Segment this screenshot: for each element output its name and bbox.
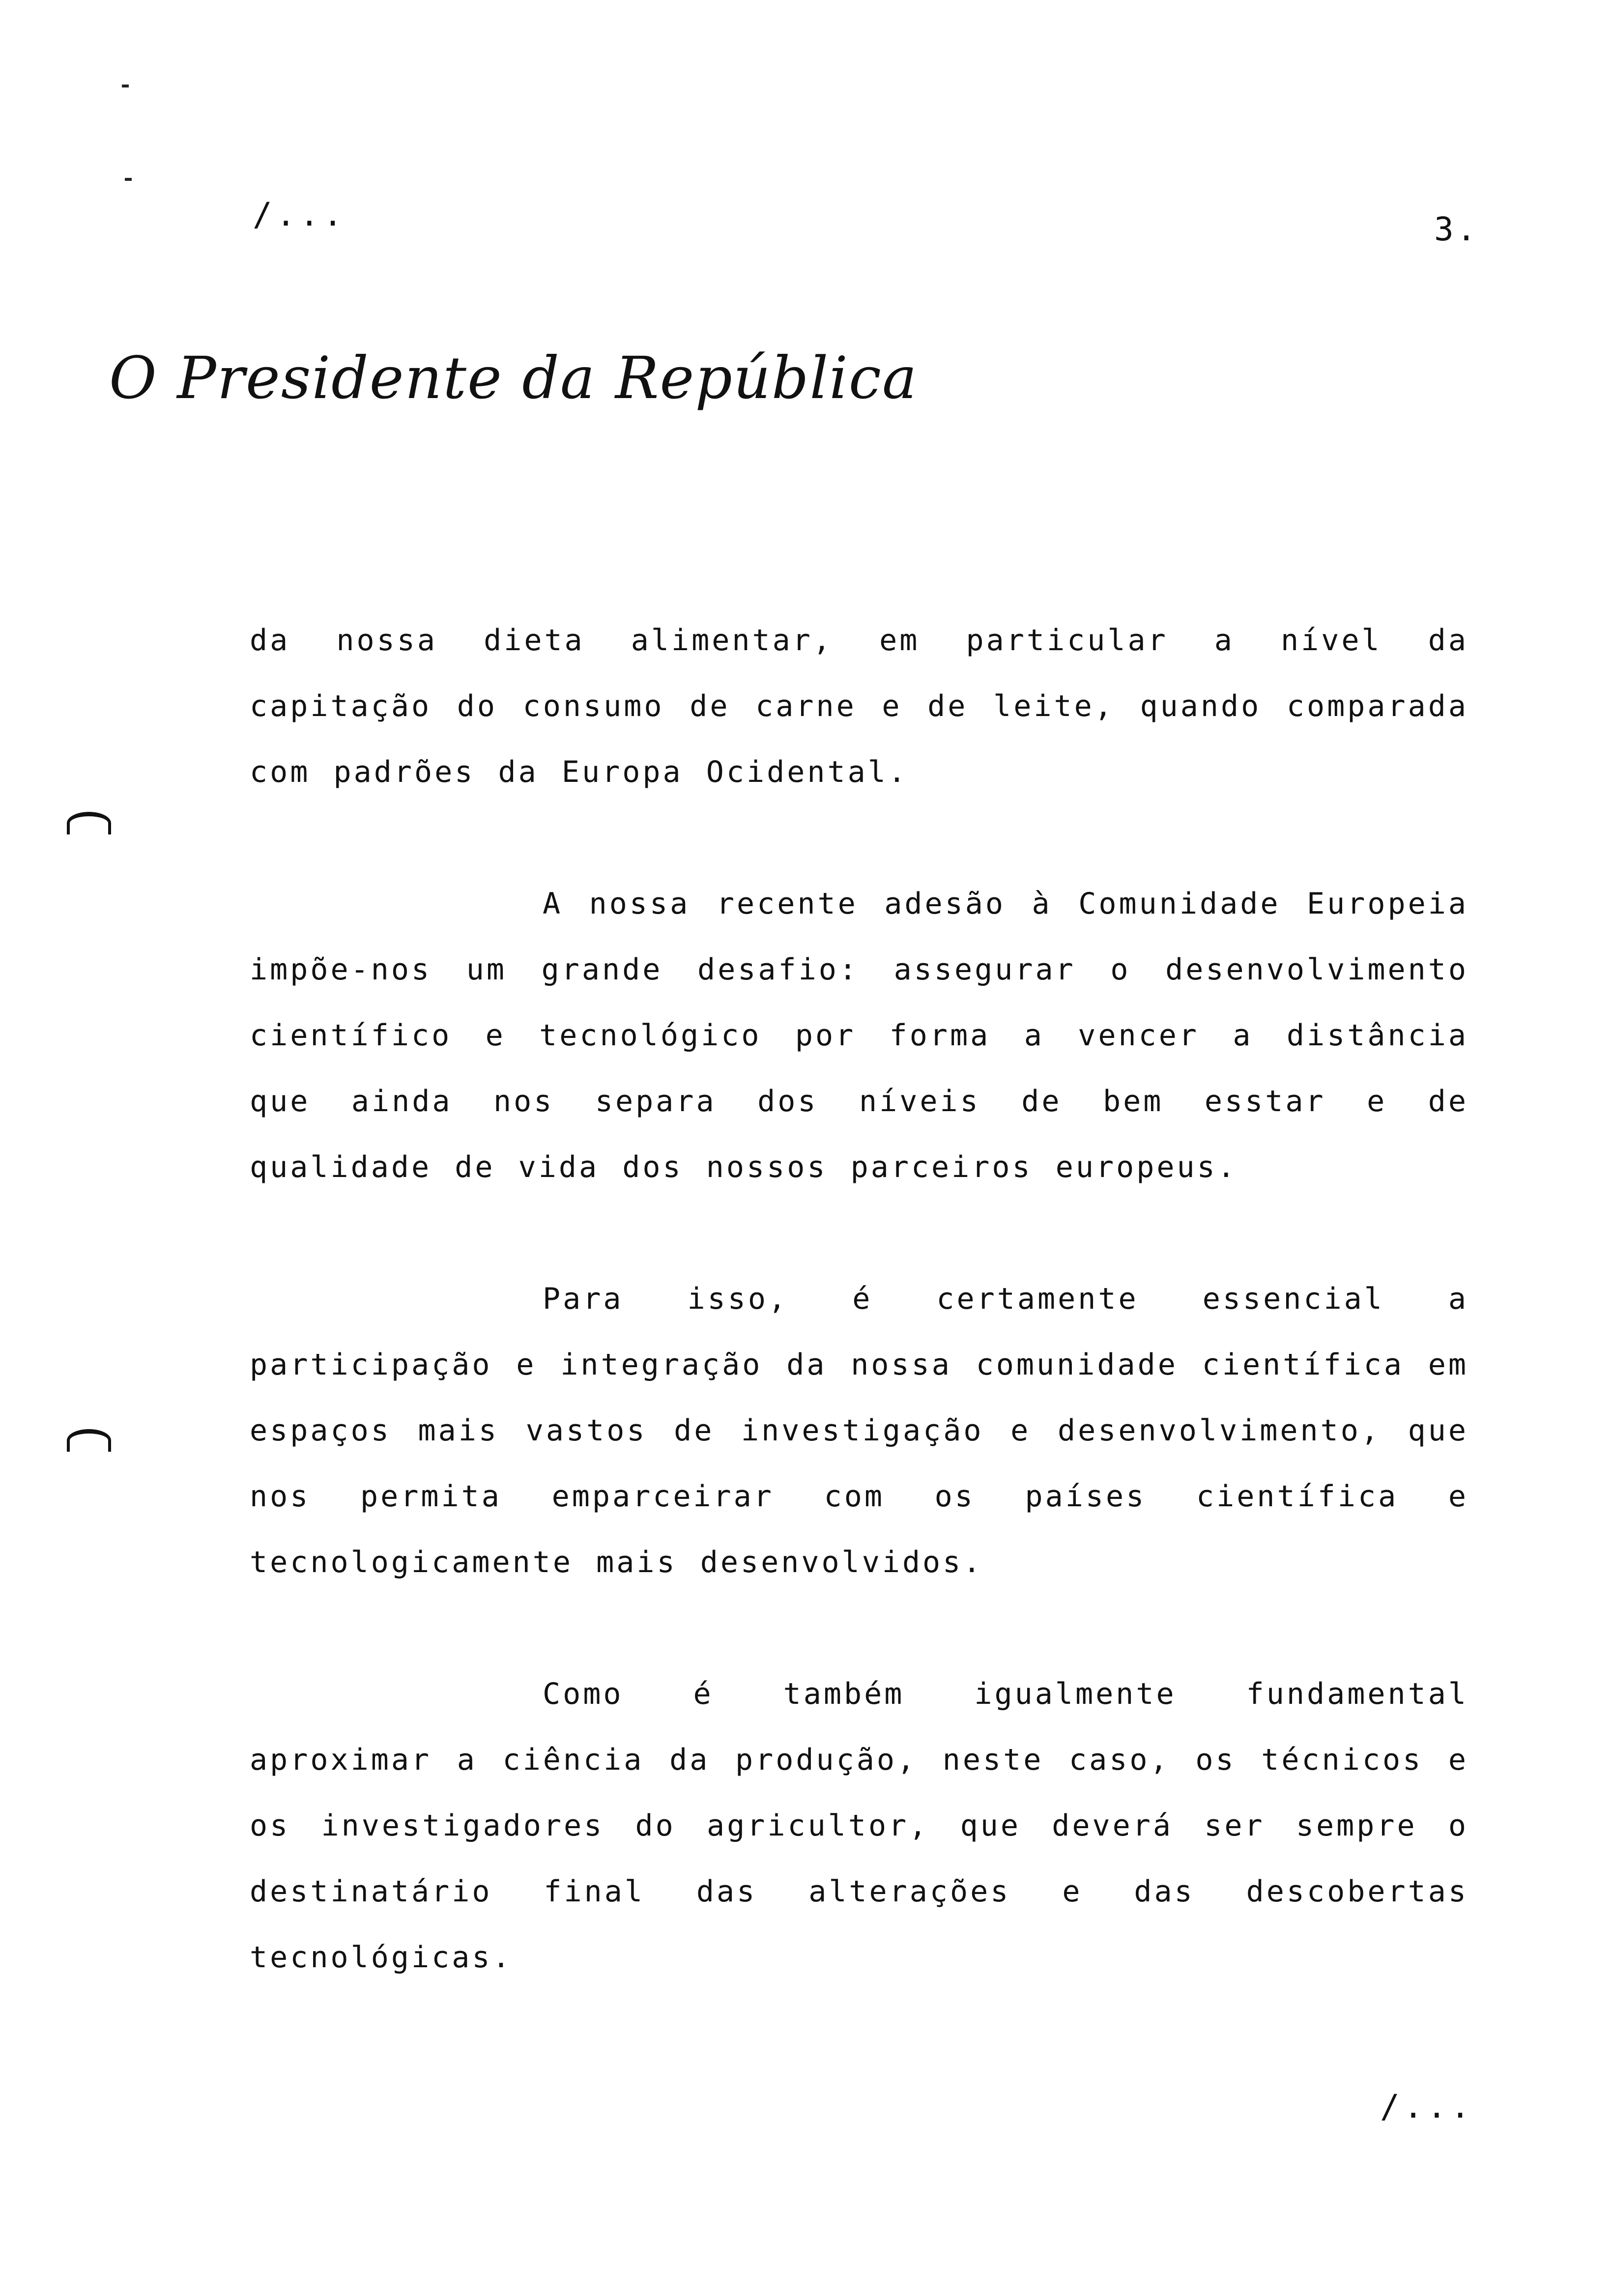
paragraph-1: da nossa dieta alimentar, em particular a nível da capitação do consumo de carne e de leite, quando comparada com padrões da Europa Ocidental.: [250, 623, 1468, 789]
letterhead-title: O Presidente da República: [109, 344, 918, 412]
page-number: 3.: [1434, 210, 1479, 248]
paragraph-3: Para isso, é certamente essencial a participação e integração da nossa comunidade científica em espaços mais vastos de investigação e desenvolvimento, que nos permita emparceirar com os países científica e tecnologicamente mais desenvolvidos.: [250, 1282, 1468, 1579]
margin-tick-mark: [122, 85, 129, 87]
paragraph-4: Como é também igualmente fundamental aproximar a ciência da produção, neste caso, os técnicos e os investigadores do agricultor, que deverá ser sempre o destinatário final das alterações e das descobertas tecnológicas.: [250, 1677, 1468, 1975]
punch-hole-mark: [67, 812, 111, 834]
footer-continuation-mark: /...: [1380, 2088, 1474, 2125]
body-text: [250, 607, 1468, 1990]
punch-hole-mark: [67, 1429, 111, 1452]
margin-tick-mark: [125, 178, 132, 181]
header-continuation-mark: /...: [253, 196, 346, 233]
paragraph-2: A nossa recente adesão à Comunidade Europeia impõe-nos um grande desafio: assegurar o desenvolvimento científico e tecnológico por forma a vencer a distância que ainda nos separa dos níveis de bem esstar e de qualidade de vida dos nossos parceiros europeus.: [250, 887, 1468, 1184]
